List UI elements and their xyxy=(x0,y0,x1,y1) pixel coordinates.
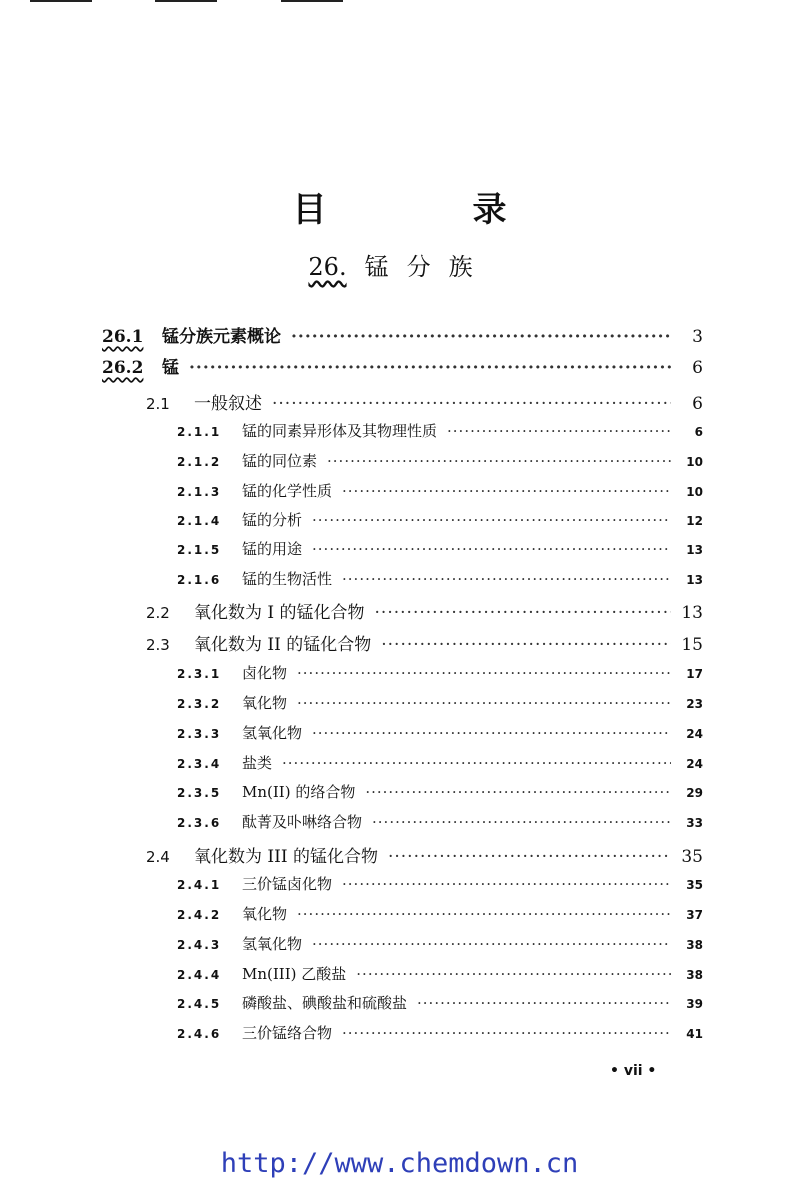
toc-entry[interactable] xyxy=(177,538,703,566)
toc-entry[interactable] xyxy=(177,480,703,508)
toc-entry-number: 2.4.5 xyxy=(177,997,222,1011)
toc-entry-number: 2.3.2 xyxy=(177,697,222,711)
toc-entry-number: 2.3.4 xyxy=(177,757,222,771)
dot-leader xyxy=(417,994,671,1012)
toc-entry[interactable] xyxy=(146,389,703,417)
toc-entry[interactable] xyxy=(177,933,703,961)
dot-leader xyxy=(189,358,671,378)
toc-entry[interactable] xyxy=(102,353,703,381)
toc-entry-number: 2.4.1 xyxy=(177,878,222,892)
dot-leader xyxy=(282,754,671,772)
toc-entry-title: 氧化数为 I 的锰化合物 xyxy=(194,603,365,623)
dot-leader xyxy=(365,783,671,801)
toc-entry-title: 一般叙述 xyxy=(194,394,262,414)
dot-leader xyxy=(291,327,671,347)
toc-entry-title: 卤化物 xyxy=(242,664,288,682)
toc-entry-page: 12 xyxy=(686,514,703,528)
toc-entry-page: 10 xyxy=(686,455,703,469)
toc-entry-title: 氧化物 xyxy=(242,905,288,923)
dot-leader xyxy=(297,694,671,712)
toc-entry-title: 锰的用途 xyxy=(242,540,303,558)
dot-leader xyxy=(381,635,671,655)
toc-entry-title: 锰的同位素 xyxy=(242,452,318,470)
toc-entry-number: 2.3.1 xyxy=(177,667,222,681)
toc-entry-page: 6 xyxy=(694,425,703,439)
toc-entry-page: 29 xyxy=(686,786,703,800)
dot-leader xyxy=(342,570,671,588)
toc-entry-title: 氢氧化物 xyxy=(242,724,303,742)
dot-leader xyxy=(447,422,671,440)
toc-entry[interactable] xyxy=(102,322,703,350)
dot-leader xyxy=(342,1024,671,1042)
toc-entry-title: 盐类 xyxy=(242,754,273,772)
toc-entry-page: 10 xyxy=(686,485,703,499)
toc-entry-title: 三价锰卤化物 xyxy=(242,875,333,893)
toc-entry-title: 锰的同素异形体及其物理性质 xyxy=(242,422,438,440)
toc-entry-number: 2.4.4 xyxy=(177,968,222,982)
page-folio: • vii • xyxy=(610,1063,657,1079)
toc-entry-page: 15 xyxy=(681,635,703,655)
toc-entry-number: 2.4.3 xyxy=(177,938,222,952)
toc-entry-number: 2.4.2 xyxy=(177,908,222,922)
toc-entry-number: 2.3.5 xyxy=(177,786,222,800)
toc-entry-number: 2.1 xyxy=(146,395,170,413)
toc-entry-title: 三价锰络合物 xyxy=(242,1024,333,1042)
dot-leader xyxy=(342,875,671,893)
toc-entry-page: 17 xyxy=(686,667,703,681)
toc-entry-page: 38 xyxy=(686,938,703,952)
dot-leader xyxy=(388,847,671,867)
toc-entry[interactable] xyxy=(177,568,703,596)
toc-entry-page: 41 xyxy=(686,1027,703,1041)
toc-entry-page: 24 xyxy=(686,727,703,741)
toc-entry-page: 39 xyxy=(686,997,703,1011)
toc-entry-title: Mn(III) 乙酸盐 xyxy=(242,965,347,983)
url-watermark: http://www.chemdown.cn xyxy=(220,1148,579,1179)
page-title: 目 录 xyxy=(292,190,563,230)
toc-entry-page: 35 xyxy=(681,847,703,867)
toc-entry-page: 3 xyxy=(692,327,703,347)
toc-entry[interactable] xyxy=(177,752,703,780)
toc-entry[interactable] xyxy=(177,420,703,448)
dot-leader xyxy=(375,603,671,623)
toc-entry[interactable] xyxy=(177,450,703,478)
top-rule-middle xyxy=(155,0,217,2)
toc-entry-title: 氧化数为 II 的锰化合物 xyxy=(194,635,372,655)
dot-leader xyxy=(342,482,671,500)
toc-entry-page: 24 xyxy=(686,757,703,771)
toc-entry[interactable] xyxy=(177,963,703,991)
toc-entry-number: 2.4.6 xyxy=(177,1027,222,1041)
toc-entry[interactable] xyxy=(177,781,703,809)
toc-entry-page: 13 xyxy=(686,543,703,557)
toc-entry-page: 13 xyxy=(686,573,703,587)
toc-entry[interactable] xyxy=(177,722,703,750)
toc-entry-title: 氧化数为 III 的锰化合物 xyxy=(194,847,378,867)
toc-entry-number: 26.1 xyxy=(102,327,144,347)
toc-entry-title: Mn(II) 的络合物 xyxy=(242,783,356,801)
toc-entry-title: 锰分族元素概论 xyxy=(162,327,281,347)
toc-entry-page: 37 xyxy=(686,908,703,922)
toc-entry[interactable] xyxy=(177,903,703,931)
toc-entry[interactable] xyxy=(146,598,703,626)
top-rule-right xyxy=(281,0,343,2)
toc-entry-number: 2.1.4 xyxy=(177,514,222,528)
toc-entry-number: 2.3.6 xyxy=(177,816,222,830)
toc-entry-number: 2.1.1 xyxy=(177,425,222,439)
section-number: 26. xyxy=(308,253,347,281)
toc-entry-number: 2.2 xyxy=(146,604,170,622)
section-heading xyxy=(0,247,799,282)
dot-leader xyxy=(312,540,671,558)
dot-leader xyxy=(272,394,671,414)
toc-entry[interactable] xyxy=(177,873,703,901)
dot-leader xyxy=(312,935,671,953)
toc-entry[interactable] xyxy=(177,811,703,839)
toc-entry-number: 2.1.2 xyxy=(177,455,222,469)
toc-entry-number: 2.1.5 xyxy=(177,543,222,557)
toc-entry-title: 锰 xyxy=(162,358,179,378)
dot-leader xyxy=(312,724,671,742)
dot-leader xyxy=(297,664,671,682)
toc-entry-title: 锰的生物活性 xyxy=(242,570,333,588)
dot-leader xyxy=(297,905,671,923)
toc-entry-title: 氧化物 xyxy=(242,694,288,712)
toc-entry-number: 2.1.6 xyxy=(177,573,222,587)
toc-entry-page: 35 xyxy=(686,878,703,892)
toc-entry-page: 6 xyxy=(692,394,703,414)
dot-leader xyxy=(312,511,671,529)
toc-entry[interactable] xyxy=(177,509,703,537)
toc-entry-page: 13 xyxy=(681,603,703,623)
toc-entry-page: 38 xyxy=(686,968,703,982)
toc-entry[interactable] xyxy=(177,1022,703,1050)
toc-entry-title: 酞菁及卟啉络合物 xyxy=(242,813,363,831)
toc-entry-title: 锰的化学性质 xyxy=(242,482,333,500)
toc-entry-number: 2.3 xyxy=(146,636,170,654)
toc-entry[interactable] xyxy=(146,842,703,870)
toc-entry-title: 氢氧化物 xyxy=(242,935,303,953)
top-rule-left xyxy=(30,0,92,2)
toc-entry-page: 33 xyxy=(686,816,703,830)
toc-entry[interactable] xyxy=(177,992,703,1020)
dot-leader xyxy=(372,813,671,831)
toc-entry-page: 6 xyxy=(692,358,703,378)
toc-entry[interactable] xyxy=(177,662,703,690)
section-name: 锰分族 xyxy=(364,253,491,281)
toc-entry-title: 磷酸盐、碘酸盐和硫酸盐 xyxy=(242,994,408,1012)
toc-entry-number: 26.2 xyxy=(102,358,144,378)
toc-entry-title: 锰的分析 xyxy=(242,511,303,529)
toc-entry-number: 2.3.3 xyxy=(177,727,222,741)
toc-entry-number: 2.1.3 xyxy=(177,485,222,499)
toc-entry[interactable] xyxy=(177,692,703,720)
dot-leader xyxy=(327,452,671,470)
dot-leader xyxy=(356,965,671,983)
toc-entry[interactable] xyxy=(146,630,703,658)
toc-entry-number: 2.4 xyxy=(146,848,170,866)
toc-entry-page: 23 xyxy=(686,697,703,711)
